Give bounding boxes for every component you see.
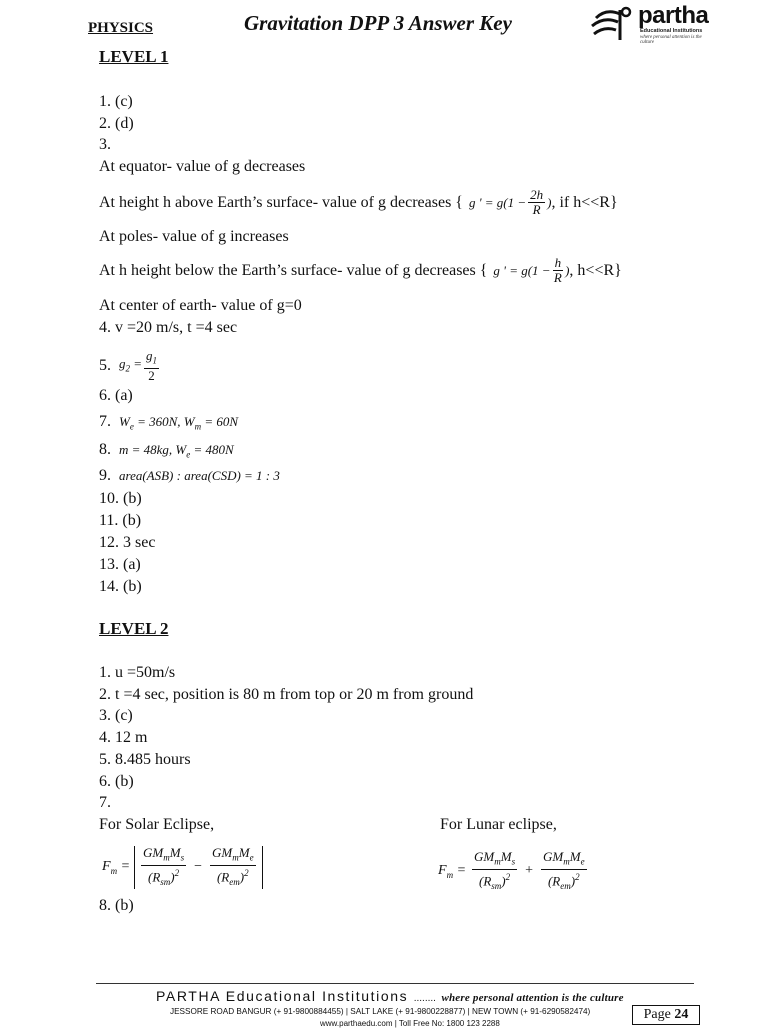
logo-wordmark: partha: [638, 2, 709, 29]
footer-banner: [156, 988, 624, 1004]
l2-answer-8: 8. (b): [99, 897, 134, 914]
answer-8-formula: m = 48kg, $W_e = 480N$: [119, 442, 234, 460]
solar-eclipse-formula: $F_m$ = $\frac{GM_mM_s}{(R_{sm})^2}$ − $\frac{GM_mM_e}{(R_{em})^2}$: [102, 846, 263, 889]
l2-answer-5: 5. 8.485 hours: [99, 751, 191, 768]
footer-org: PARTHA Educational Institutions: [156, 988, 409, 1004]
answer-5-fraction: $\frac{g_1}{2}$: [146, 348, 158, 383]
l1-answer-10: 10. (b): [99, 490, 142, 507]
footer-dots: ........: [413, 993, 436, 1004]
solar-abs-bars: $\frac{GM_mM_s}{(R_{sm})^2}$ − $\frac{GM_mM_e}{(R_{em})^2}$: [134, 846, 263, 889]
below-formula: g ' = g(1 −: [493, 262, 551, 278]
document-title: Gravitation DPP 3 Answer Key: [244, 11, 512, 35]
below-condition: , h<<R}: [569, 261, 622, 279]
l1-answer-13: 13. (a): [99, 556, 141, 573]
l1-answer-3: 3.: [99, 136, 111, 153]
l1-answer-2: 2. (d): [99, 115, 134, 132]
solar-eclipse-label: For Solar Eclipse,: [99, 816, 215, 833]
l1-answer-4: 4. v =20 m/s, t =4 sec: [99, 319, 238, 336]
answer-5-label: 5.: [99, 356, 111, 374]
page-number-box: [632, 1005, 700, 1025]
l1-answer-3-poles: At poles- value of g increases: [99, 228, 289, 245]
l1-answer-14: 14. (b): [99, 578, 142, 595]
partha-logo-icon: [590, 4, 634, 44]
l2-answer-3: 3. (c): [99, 707, 133, 724]
footer-divider: [96, 983, 694, 984]
height-fraction: $\frac{2h}{R}$: [530, 187, 544, 217]
l1-answer-12: 12. 3 sec: [99, 534, 156, 551]
partha-logo: [590, 2, 710, 46]
l1-answer-7: 7. $W_e = 360N$, $W_m = 60N$: [99, 413, 239, 432]
l1-answer-3-height: At height h above Earth’s surface- value of g decreases { g ' = g(1 − $\frac{2h}{R}$ ) , if h<<R}: [99, 187, 618, 217]
logo-tagline: where personal attention is the culture: [640, 35, 702, 45]
lunar-eclipse-formula: $F_m$ = $\frac{GM_mM_s}{(R_{sm})^2}$ + $\frac{GM_mM_e}{(R_{em})^2}$: [438, 849, 585, 891]
l2-answer-1: 1. u =50m/s: [99, 664, 176, 681]
footer-website: www.parthaedu.com | Toll Free No: 1800 123 2288: [320, 1019, 500, 1028]
l1-answer-11: 11. (b): [99, 512, 142, 529]
lunar-eclipse-label: For Lunar eclipse,: [440, 816, 557, 833]
page-number: 24: [674, 1007, 689, 1022]
l1-answer-1: 1. (c): [99, 93, 133, 110]
height-formula: g ' = g(1 −: [468, 194, 527, 210]
l2-answer-6: 6. (b): [99, 773, 134, 790]
height-text: At height h above Earth’s surface- value of g decreases {: [99, 193, 463, 211]
l1-answer-9: 9. area(ASB) : area(CSD) = 1 : 3: [99, 467, 280, 484]
l1-answer-3-equator: At equator- value of g decreases: [99, 158, 306, 175]
l2-answer-7: 7.: [99, 794, 111, 811]
answer-7-formula: $W_e = 360N$, $W_m = 60N$: [119, 414, 239, 432]
answer-5-formula: $g_2$ =: [119, 355, 143, 374]
below-fraction: $\frac{h}{R}$: [553, 255, 562, 285]
below-text: At h height below the Earth’s surface- value of g decreases {: [99, 261, 488, 279]
l1-answer-8: 8. m = 48kg, $W_e = 480N$: [99, 441, 234, 460]
l1-answer-5: [99, 349, 161, 383]
l2-answer-2: 2. t =4 sec, position is 80 m from top or 20 m from ground: [99, 686, 474, 703]
l1-answer-3-below: At h height below the Earth’s surface- value of g decreases { g ' = g(1 − $\frac{h}{R}$ ) , h<<R}: [99, 255, 622, 285]
footer-address: JESSORE ROAD BANGUR (+ 91-9800884455) | SALT LAKE (+ 91-9800228877) | NEW TOWN (+ 91-6290582474): [170, 1007, 591, 1016]
logo-subtitle: Educational Institutions: [640, 28, 703, 34]
l1-answer-6: 6. (a): [99, 387, 133, 404]
answer-9-formula: area(ASB) : area(CSD) = 1 : 3: [119, 468, 280, 483]
l2-answer-4: 4. 12 m: [99, 729, 148, 746]
subject-label: PHYSICS: [88, 20, 154, 36]
l1-answer-3-center: At center of earth- value of g=0: [99, 297, 302, 314]
page-label: Page: [643, 1007, 671, 1022]
height-condition: , if h<<R}: [551, 193, 618, 211]
footer-tagline: where personal attention is the culture: [441, 992, 624, 1004]
level2-heading: LEVEL 2: [99, 619, 169, 638]
level1-heading: LEVEL 1: [99, 47, 169, 66]
